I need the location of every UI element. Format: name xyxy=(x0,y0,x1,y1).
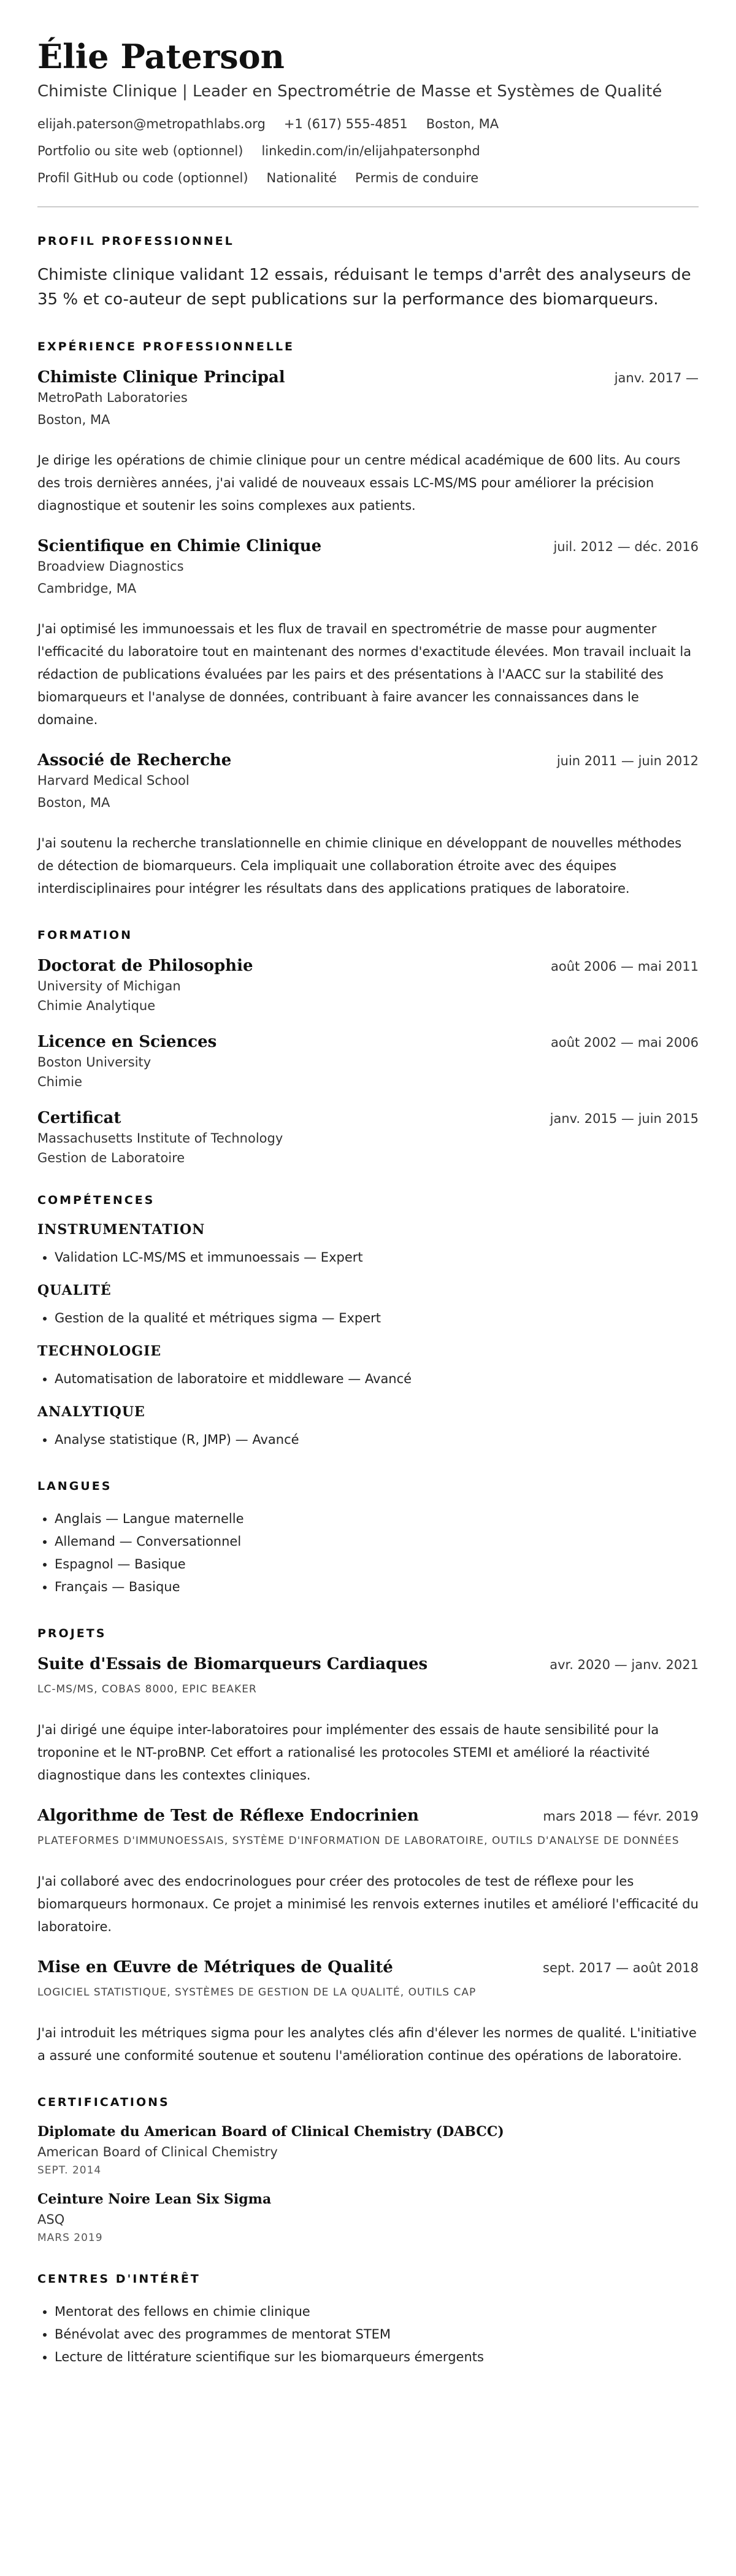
degree: Certificat xyxy=(37,1109,121,1127)
experience-section xyxy=(37,340,699,900)
skill-item: • Automatisation de laboratoire et middleware — Avancé xyxy=(55,1368,699,1390)
education-dates: août 2002 — mai 2006 xyxy=(550,1035,699,1050)
job-title: Associé de Recherche xyxy=(37,751,232,769)
section-heading-profile: PROFIL PROFESSIONNEL xyxy=(37,234,234,248)
certification-issuer: American Board of Clinical Chemistry xyxy=(37,2145,278,2159)
school: Massachusetts Institute of Technology xyxy=(37,1131,283,1146)
employer: Harvard Medical School xyxy=(37,773,190,788)
project-item xyxy=(37,1655,699,1787)
skill-list xyxy=(37,1307,699,1330)
certification-item xyxy=(37,2191,699,2244)
job-location: Boston, MA xyxy=(37,795,110,810)
languages-section xyxy=(37,1479,699,1598)
profile-summary: Chimiste clinique validant 12 essais, réduisant le temps d'arrêt des analyseurs de 35 % et co-auteur de sept publications sur la performance des biomarqueurs. xyxy=(37,266,691,309)
contact-row-2 xyxy=(37,144,699,158)
person-name: Élie Paterson xyxy=(37,37,285,76)
resume-page xyxy=(37,0,699,2369)
project-dates: avr. 2020 — janv. 2021 xyxy=(550,1657,699,1672)
contact-row-1 xyxy=(37,117,699,131)
field-of-study: Chimie xyxy=(37,1074,83,1089)
job-dates: juin 2011 — juin 2012 xyxy=(556,754,699,768)
education-dates: août 2006 — mai 2011 xyxy=(550,959,699,974)
experience-item xyxy=(37,537,699,731)
section-heading-skills: COMPÉTENCES xyxy=(37,1194,155,1207)
experience-item xyxy=(37,751,699,900)
school: Boston University xyxy=(37,1055,151,1070)
professional-title: Chimiste Clinique | Leader en Spectrométrie de Masse et Systèmes de Qualité xyxy=(37,82,662,101)
skill-list xyxy=(37,1368,699,1390)
header-divider xyxy=(37,206,699,207)
interests-section xyxy=(37,2272,699,2369)
job-description: Je dirige les opérations de chimie clinique pour un centre médical académique de 600 lits. Au cours des trois dernières années, j'ai validé de nouveaux essais LC-MS/MS pour améliorer la précision diagnostique et soutenir les soins complexes aux patients. xyxy=(37,453,681,513)
certification-name: Diplomate du American Board of Clinical Chemistry (DABCC) xyxy=(37,2124,504,2140)
degree: Doctorat de Philosophie xyxy=(37,957,253,975)
section-heading-projects: PROJETS xyxy=(37,1627,107,1640)
profile-section xyxy=(37,234,699,312)
education-dates: janv. 2015 — juin 2015 xyxy=(550,1111,699,1126)
project-description: J'ai dirigé une équipe inter-laboratoires pour implémenter des essais de haute sensibilité pour la troponine et le NT-proBNP. Cet effort a rationalisé les protocoles STEMI et amélioré la réactivité diagnostique dans les contextes cliniques. xyxy=(37,1722,659,1783)
school: University of Michigan xyxy=(37,979,181,993)
interest-item: • Mentorat des fellows en chimie clinique xyxy=(55,2300,699,2323)
resume-header xyxy=(37,37,699,185)
certification-date: SEPT. 2014 xyxy=(37,2164,102,2177)
certification-name: Ceinture Noire Lean Six Sigma xyxy=(37,2191,272,2207)
skill-category: TECHNOLOGIE xyxy=(37,1343,162,1359)
job-title: Chimiste Clinique Principal xyxy=(37,368,285,387)
employer: Broadview Diagnostics xyxy=(37,559,184,574)
education-item xyxy=(37,957,699,1013)
project-title: Algorithme de Test de Réflexe Endocrinien xyxy=(37,1807,419,1825)
job-description: J'ai soutenu la recherche translationnelle en chimie clinique en développant de nouvelles méthodes de détection de biomarqueurs. Cela impliquait une collaboration étroite avec des équipes interdisciplinaires pour intégrer les résultats dans des applications pratiques de laboratoire. xyxy=(37,836,682,896)
education-item xyxy=(37,1109,699,1165)
experience-item xyxy=(37,368,699,517)
job-location: Cambridge, MA xyxy=(37,581,137,596)
project-dates: sept. 2017 — août 2018 xyxy=(543,1961,699,1975)
project-tech: LC-MS/MS, COBAS 8000, EPIC BEAKER xyxy=(37,1683,257,1695)
location: Boston, MA xyxy=(426,117,499,131)
section-heading-experience: EXPÉRIENCE PROFESSIONNELLE xyxy=(37,340,295,353)
drivers-license: Permis de conduire xyxy=(355,171,479,185)
skill-category: INSTRUMENTATION xyxy=(37,1222,205,1238)
field-of-study: Chimie Analytique xyxy=(37,998,156,1013)
contact-row-3 xyxy=(37,171,699,185)
certifications-section xyxy=(37,2096,699,2244)
interest-item: • Lecture de littérature scientifique sur les biomarqueurs émergents xyxy=(55,2346,699,2369)
field-of-study: Gestion de Laboratoire xyxy=(37,1151,185,1165)
education-section xyxy=(37,928,699,1165)
linkedin-link[interactable]: linkedin.com/in/elijahpatersonphd xyxy=(261,144,480,158)
skill-item: • Analyse statistique (R, JMP) — Avancé xyxy=(55,1429,699,1451)
certification-date: MARS 2019 xyxy=(37,2232,103,2244)
skill-category: QUALITÉ xyxy=(37,1282,112,1298)
interest-item: • Bénévolat avec des programmes de mentorat STEM xyxy=(55,2323,699,2346)
job-location: Boston, MA xyxy=(37,412,110,427)
section-heading-education: FORMATION xyxy=(37,928,132,942)
project-description: J'ai introduit les métriques sigma pour les analytes clés afin d'élever les normes de qualité. L'initiative a assuré une conformité soutenue et soutenu l'amélioration continue des opérations de laboratoire. xyxy=(37,2026,697,2063)
job-title: Scientifique en Chimie Clinique xyxy=(37,537,322,555)
skill-list xyxy=(37,1246,699,1269)
project-tech: PLATEFORMES D'IMMUNOESSAIS, SYSTÈME D'INFORMATION DE LABORATOIRE, OUTILS D'ANALYSE DE DONNÉES xyxy=(37,1835,680,1847)
project-description: J'ai collaboré avec des endocrinologues pour créer des protocoles de test de réflexe pour les biomarqueurs hormonaux. Ce projet a minimisé les renvois externes inutiles et amélioré l'efficacité du laboratoire. xyxy=(37,1874,699,1934)
job-dates: juil. 2012 — déc. 2016 xyxy=(553,539,699,554)
portfolio-link[interactable]: Portfolio ou site web (optionnel) xyxy=(37,144,243,158)
job-description: J'ai optimisé les immunoessais et les flux de travail en spectrométrie de masse pour augmenter l'efficacité du laboratoire tout en maintenant des normes d'exactitude élevées. Mon travail incluait la rédaction de publications évaluées par les pairs et des présentations à l'AACC sur la stabilité des biomarqueurs et l'analyse de données, contribuant à faire avancer les connaissances dans le domaine. xyxy=(37,622,692,727)
project-item xyxy=(37,1958,699,2067)
skill-item: • Gestion de la qualité et métriques sigma — Expert xyxy=(55,1307,699,1330)
language-item: • Allemand — Conversationnel xyxy=(55,1530,699,1553)
phone-number[interactable]: +1 (617) 555-4851 xyxy=(283,117,408,131)
interest-list xyxy=(37,2300,699,2369)
project-tech: LOGICIEL STATISTIQUE, SYSTÈMES DE GESTION DE LA QUALITÉ, OUTILS CAP xyxy=(37,1986,477,1999)
skills-section xyxy=(37,1194,699,1451)
education-item xyxy=(37,1033,699,1089)
language-item: • Français — Basique xyxy=(55,1576,699,1598)
skill-list xyxy=(37,1429,699,1451)
skill-category: ANALYTIQUE xyxy=(37,1404,145,1420)
section-heading-certifications: CERTIFICATIONS xyxy=(37,2096,170,2109)
language-item: • Espagnol — Basique xyxy=(55,1553,699,1576)
project-title: Mise en Œuvre de Métriques de Qualité xyxy=(37,1958,393,1976)
job-dates: janv. 2017 — xyxy=(614,371,699,385)
certification-issuer: ASQ xyxy=(37,2212,65,2227)
nationality: Nationalité xyxy=(266,171,337,185)
language-item: • Anglais — Langue maternelle xyxy=(55,1508,699,1530)
project-dates: mars 2018 — févr. 2019 xyxy=(543,1809,699,1824)
github-link[interactable]: Profil GitHub ou code (optionnel) xyxy=(37,171,248,185)
project-item xyxy=(37,1807,699,1938)
email-link[interactable]: elijah.paterson@metropathlabs.org xyxy=(37,117,266,131)
projects-section xyxy=(37,1627,699,2067)
skill-item: • Validation LC-MS/MS et immunoessais — Expert xyxy=(55,1246,699,1269)
language-list xyxy=(37,1508,699,1598)
certification-item xyxy=(37,2124,699,2177)
section-heading-interests: CENTRES D'INTÉRÊT xyxy=(37,2272,201,2286)
section-heading-languages: LANGUES xyxy=(37,1479,112,1493)
degree: Licence en Sciences xyxy=(37,1033,217,1051)
employer: MetroPath Laboratories xyxy=(37,390,188,405)
project-title: Suite d'Essais de Biomarqueurs Cardiaques xyxy=(37,1655,428,1673)
